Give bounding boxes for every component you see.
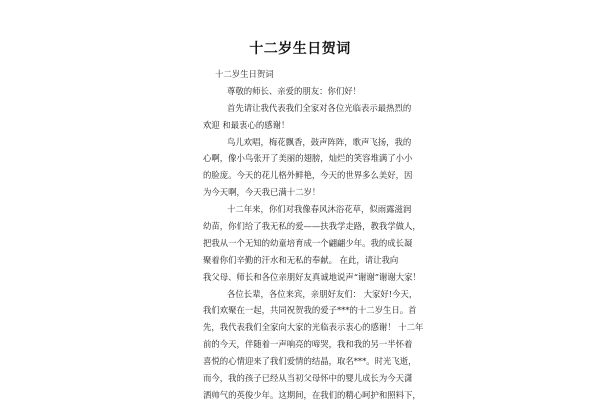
paragraph-4-line-4: 前的今天，伴随着一声响亮的啼哭，我和我的另一半怀着 xyxy=(203,339,413,350)
paragraph-3-line-3: 把我从一个无知的幼童培育成一个翩翩少年。我的成长凝 xyxy=(203,237,413,248)
paragraph-2-line-2: 心啊，像小鸟张开了美丽的翅膀，灿烂的笑容堆满了小小 xyxy=(203,153,413,164)
paragraph-1-line-2: 欢迎 和最衷心的感谢！ xyxy=(203,119,290,130)
paragraph-4-line-6: 而今，我的孩子已经从当初父母怀中的婴儿成长为今天潇 xyxy=(203,373,413,384)
paragraph-3-line-4: 聚着你们辛勤的汗水和无私的奉献。 在此，请让我向 xyxy=(203,254,399,265)
paragraph-4-line-5: 喜悦的心情迎来了我们爱情的结晶，取名***。时光飞逝， xyxy=(203,356,417,367)
paragraph-1-line-1: 首先请让我代表我们全家对各位光临表示最热烈的 xyxy=(227,102,412,113)
paragraph-2-line-1: 鸟儿欢唱，梅花飘香，鼓声阵阵，歌声飞扬，我的 xyxy=(227,136,412,147)
paragraph-3-line-1: 十二年来，你们对我像春风沐浴花草，似雨露滋润 xyxy=(227,204,412,215)
paragraph-3-line-5: 我父母、师长和各位亲朋好友真诚地说声“谢谢”谢谢大家！ xyxy=(203,271,421,282)
body-heading: 十二岁生日贺词 xyxy=(215,69,274,79)
paragraph-4-line-3: 先，我代表我们全家向大家的光临表示衷心的感谢！ 十二年 xyxy=(203,322,424,333)
paragraph-2-line-4: 为今天啊，今天我已满十二岁！ xyxy=(203,187,321,198)
paragraph-4-line-7: 洒帅气的英俊少年。这期间，在我们的精心呵护和照料下， xyxy=(203,389,421,400)
paragraph-2-line-3: 的脸庞。今天的花儿格外鲜艳，今天的世界多么美好，因 xyxy=(203,170,413,181)
paragraph-4-line-1: 各位长辈，各位来宾，亲朋好友们： 大家好!今天， xyxy=(227,288,418,299)
document-title: 十二岁生日贺词 xyxy=(249,41,351,57)
document-body xyxy=(203,66,424,404)
paragraph-4-line-2: 我们欢聚在一起，共同祝贺我的爱子***的十二岁生日。首 xyxy=(203,305,417,316)
paragraph-3-line-2: 幼苗，你们给了我无私的爱——扶我学走路，教我学做人， xyxy=(203,221,421,232)
greeting-line: 尊敬的师长、亲爱的朋友：你们好！ xyxy=(227,85,361,96)
